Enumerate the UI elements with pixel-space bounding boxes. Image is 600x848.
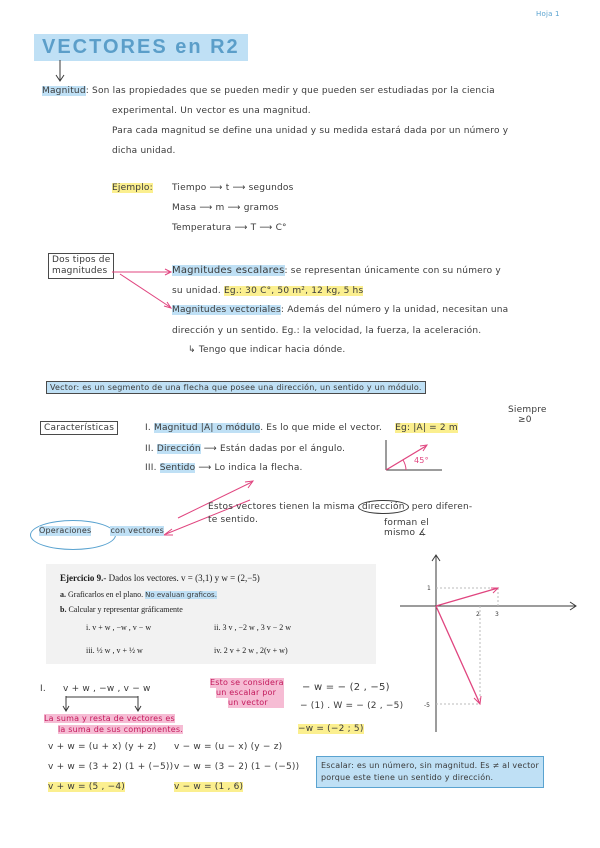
escalar-def-2: porque este tiene un sentido y dirección. <box>321 773 494 782</box>
arrow-down-icon <box>55 60 65 82</box>
ejemplo-row: Temperatura ⟶ T ⟶ C° <box>172 223 287 233</box>
magnitud-line-4: dicha unidad. <box>112 146 176 156</box>
neg-w-line-1: − w = − (2 , −5) <box>302 682 390 693</box>
ejemplo-symbol: T <box>250 223 257 233</box>
x-tick-3: 3 <box>495 611 499 618</box>
caracteristica-eg: Eg: |A| = 2 m <box>395 423 458 433</box>
operaciones-text-1: Operaciones <box>39 526 92 535</box>
diff-line-1: v − w = (u − x) (y − z) <box>174 742 283 752</box>
magnitud-line-2: experimental. Un vector es una magnitud. <box>112 106 311 116</box>
vectoriales-line <box>172 305 508 315</box>
ejemplo-label: Ejemplo: <box>112 183 153 193</box>
flechas-text-1b: pero diferen- <box>411 502 473 512</box>
tipos-arrows <box>112 262 174 312</box>
solution-header <box>40 684 151 694</box>
pink-note-1: La suma y resta de vectores es <box>44 714 175 723</box>
flechas-circled: dirección <box>358 500 409 514</box>
ejercicio-b-text: Calcular y representar gráficamente <box>68 605 183 614</box>
ejercicio-b-label: b. <box>60 605 67 614</box>
magnitud-text-1: Son las propiedades que se pueden medir y que pueden ser estudiadas por la ciencia <box>92 86 495 96</box>
operaciones-text-2: con vectores <box>110 526 165 535</box>
caracteristica-num: I. <box>145 423 151 433</box>
ejercicio-iii: iii. ½ w , v + ½ w <box>86 646 143 655</box>
caracteristica-text: Están dadas por el ángulo. <box>219 444 346 454</box>
diff-line-2: v − w = (3 − 2) (1 − (−5)) <box>174 762 300 772</box>
ejercicio-a-label: a. <box>60 590 66 599</box>
ejemplo-name: Tiempo <box>172 183 207 193</box>
y-tick-1: 1 <box>427 585 431 592</box>
x-tick-2: 2 <box>476 611 480 618</box>
ejercicio-title: Ejercicio 9. <box>60 573 104 583</box>
magnitud-line-1: Magnitud: Son las propiedades que se pueden medir y que pueden ser estudiadas por la ciencia <box>42 86 495 96</box>
ejercicio-a-text: Graficarlos en el plano. <box>68 590 144 599</box>
escalares-eg: Eg.: 30 C°, 50 m², 12 kg, 5 hs <box>224 286 364 296</box>
caracteristica-2: II. Dirección ⟶ Están dadas por el ángulo. <box>145 444 346 454</box>
neg-w-line-2: − (1) . W = − (2 , −5) <box>300 701 404 711</box>
solution-num: I. <box>40 684 46 694</box>
ejemplo-unit: gramos <box>243 203 279 213</box>
siempre-text-2: ≥0 <box>518 415 532 425</box>
scalar-note-1: Esto se considera <box>210 678 284 687</box>
caracteristica-text: Lo indica la flecha. <box>214 463 303 473</box>
caracteristica-3: III. Sentido ⟶ Lo indica la flecha. <box>145 463 303 473</box>
ejemplo-symbol: t <box>225 183 230 193</box>
diff-result: v − w = (1 , 6) <box>174 782 244 792</box>
tipos-label-2: magnitudes <box>52 266 108 276</box>
sum-result: v + w = (5 , −4) <box>48 782 126 792</box>
caracteristica-term: Sentido <box>159 463 196 473</box>
ejercicio-iv: iv. 2 v + 2 w , 2(v + w) <box>214 646 288 655</box>
ejemplo-name: Masa <box>172 203 197 213</box>
scalar-note <box>210 678 284 708</box>
escalar-definition <box>316 756 544 788</box>
ejemplo-row: Masa ⟶ m ⟶ gramos <box>172 203 279 213</box>
ejercicio-b <box>60 605 183 614</box>
magnitud-line-3: Para cada magnitud se define una unidad y su medida estará dada por un número y <box>112 126 509 136</box>
vectoriales-line-2: dirección y un sentido. Eg.: la velocidad, la fuerza, la aceleración. <box>172 326 482 336</box>
caracteristica-text: . Es lo que mide el vector. <box>260 423 383 433</box>
scalar-note-2: un escalar por <box>216 688 284 698</box>
escalares-text-2: su unidad. <box>172 286 221 296</box>
ejercicio-intro: - Dados los vectores. v = (3,1) y w = (2,−5) <box>103 573 260 583</box>
escalares-text: : se representan únicamente con su número y <box>284 266 501 276</box>
ejemplo-row: Tiempo ⟶ t ⟶ segundos <box>172 183 294 193</box>
tipos-box <box>48 253 114 279</box>
ejemplo-unit: segundos <box>248 183 294 193</box>
magnitud-term: Magnitud <box>42 86 86 96</box>
caracteristica-num: III. <box>145 463 157 473</box>
flechas-note-2: te sentido. <box>208 515 259 525</box>
tipos-label-1: Dos tipos de <box>52 255 111 265</box>
angle-label: 45° <box>414 456 429 465</box>
flechas-side <box>384 518 429 538</box>
siempre-text: Siempre <box>508 405 547 415</box>
solution-header-text: v + w , −w , v − w <box>62 684 151 694</box>
escalar-def-1: Escalar: es un número, sin magnitud. Es ≠ al vector <box>321 761 539 770</box>
escalares-line-2 <box>172 286 363 296</box>
caracteristica-term: Dirección <box>156 444 201 454</box>
angle-diagram <box>382 440 444 474</box>
vectoriales-text: : Además del número y la unidad, necesitan una <box>280 305 509 315</box>
sum-line-1: v + w = (u + x) (y + z) <box>48 742 157 752</box>
vectoriales-note: ↳ Tengo que indicar hacia dónde. <box>188 345 346 355</box>
vectoriales-term: Magnitudes vectoriales <box>172 305 281 315</box>
escalares-line <box>172 265 501 276</box>
neg-w-result: −w = (−2 ; 5) <box>298 724 364 734</box>
flechas-side-2: mismo ∡ <box>384 528 427 538</box>
y-tick-neg5: -5 <box>424 702 430 709</box>
scalar-note-3: un vector <box>228 698 284 708</box>
ejercicio-a-note: No evaluan graficos. <box>145 591 217 599</box>
flechas-side-1: forman el <box>384 518 429 528</box>
pink-note-2: la suma de sus componentes. <box>58 725 183 734</box>
flechas-note-1 <box>208 502 472 512</box>
sum-line-2: v + w = (3 + 2) (1 + (−5)) <box>48 762 174 772</box>
ejercicio-ii: ii. 3 v , −2 w , 3 v − 2 w <box>214 623 292 632</box>
flechas-text-1: Estos vectores tienen la misma <box>208 502 355 512</box>
page-title-text: VECTORES en R2 <box>42 36 240 58</box>
caracteristica-1 <box>145 423 458 433</box>
ejercicio-title-line <box>60 573 260 583</box>
escalares-term: Magnitudes escalares <box>172 265 285 276</box>
caracteristica-num: II. <box>145 444 154 454</box>
page-label: Hoja 1 <box>536 10 560 18</box>
operaciones-bubble <box>30 520 165 550</box>
vector-graph <box>400 552 580 734</box>
vectoriales-note-text: Tengo que indicar hacia dónde. <box>198 345 346 355</box>
page-title <box>34 34 248 61</box>
ejemplo-name: Temperatura <box>172 223 232 233</box>
vector-definition: Vector: es un segmento de una flecha que posee una dirección, un sentido y un módulo. <box>46 381 426 394</box>
ejercicio-a <box>60 590 217 599</box>
ejemplo-unit: C° <box>275 223 287 233</box>
ejemplo-symbol: m <box>215 203 225 213</box>
ejercicio-i: i. v + w , −w , v − w <box>86 623 152 632</box>
caracteristicas-label: Características <box>40 421 118 435</box>
siempre-note <box>508 405 547 425</box>
caracteristica-term: Magnitud |A| o módulo <box>153 423 261 433</box>
solution-arrows <box>62 696 142 712</box>
